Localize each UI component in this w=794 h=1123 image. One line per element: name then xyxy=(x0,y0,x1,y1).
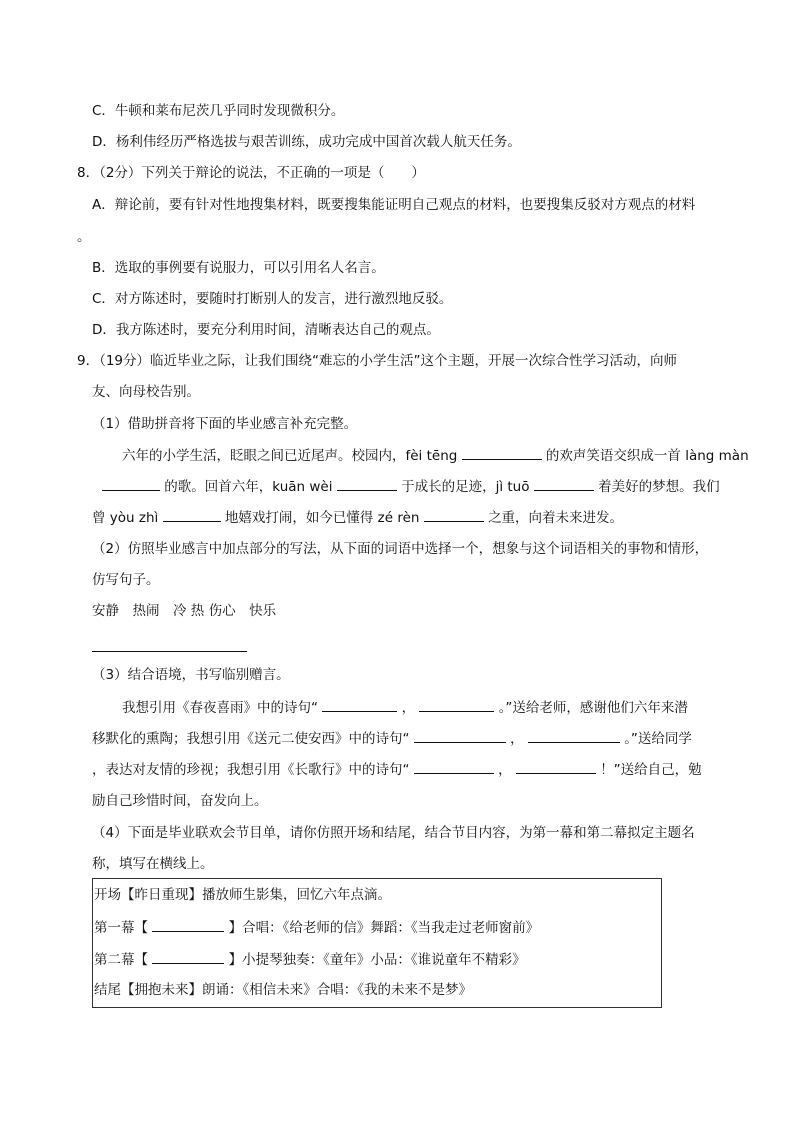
q8-option-c: C．对方陈述时，要随时打断别人的发言，进行激烈地反驳。 xyxy=(92,291,453,307)
answer-blank[interactable] xyxy=(337,477,397,491)
q9-part4-title-cont: 称，填写在横线上。 xyxy=(92,856,214,872)
text-segment: 于成长的足迹，jì tuō xyxy=(401,479,530,495)
program-act-two xyxy=(94,950,526,969)
q9-part1-title: （1）借助拼音将下面的毕业感言补充完整。 xyxy=(92,416,358,432)
q9-stem: 9．（19分）临近毕业之际，让我们围绕“难忘的小学生活”这个主题，开展一次综合性学习活动，向师 xyxy=(77,353,678,369)
text-segment: 六年的小学生活，眨眼之间已近尾声。校园内，fèi tēng xyxy=(122,448,458,464)
q9-part2-answer-line[interactable] xyxy=(92,651,247,652)
text-segment: 第二幕【 xyxy=(94,952,148,968)
q9-part3-line4: 励自己珍惜时间，奋发向上。 xyxy=(92,793,268,809)
answer-blank[interactable] xyxy=(534,477,594,491)
answer-blank[interactable] xyxy=(152,918,224,932)
q9-part4-title: （4）下面是毕业联欢会节目单，请你仿照开场和结尾，结合节目内容，为第一幕和第二幕拟定主题名 xyxy=(92,825,695,841)
q9-part3-line2 xyxy=(92,729,692,748)
answer-blank[interactable] xyxy=(414,729,506,743)
text-segment: 的欢声笑语交织成一首 làng màn xyxy=(545,448,749,464)
program-ending: 结尾【拥抱未来】朗诵：《相信未来》合唱：《我的未来不是梦》 xyxy=(94,982,472,998)
q9-part1-line3 xyxy=(92,508,623,527)
text-segment: 着美好的梦想。我们 xyxy=(598,479,720,495)
q9-part3-line3 xyxy=(92,760,702,779)
text-segment: 之重，向着未来进发。 xyxy=(488,510,624,526)
q7-option-c: C．牛顿和莱布尼茨几乎同时发现微积分。 xyxy=(92,103,345,119)
q9-part1-line1 xyxy=(122,446,749,465)
text-segment: 地嬉戏打闹，如今已懂得 zé rèn xyxy=(224,510,420,526)
text-segment: 】小提琴独奏：《童年》小品：《谁说童年不精彩》 xyxy=(228,952,526,968)
q9-part2-word-choices: 安静 热闹 冷 热 伤心 快乐 xyxy=(92,603,277,619)
q8-option-b: B．选取的事例要有说服力，可以引用名人名言。 xyxy=(92,260,385,276)
text-segment: ， xyxy=(401,700,416,716)
text-segment: 】合唱：《给老师的信》舞蹈：《当我走过老师窗前》 xyxy=(228,920,540,936)
program-opening: 开场【昨日重现】播放师生影集，回忆六年点滴。 xyxy=(94,887,391,903)
answer-blank[interactable] xyxy=(516,760,596,774)
q9-part3-line1 xyxy=(122,698,688,717)
answer-blank[interactable] xyxy=(163,508,221,522)
program-act-one xyxy=(94,918,539,937)
answer-blank[interactable] xyxy=(419,698,494,712)
q9-part1-line2 xyxy=(102,477,720,496)
q8-option-a-cont: 。 xyxy=(77,229,91,245)
text-segment: 的歌。回首六年，kuān wèi xyxy=(164,479,333,495)
text-segment: ，表达对友情的珍视；我想引用《长歌行》中的诗句“ xyxy=(92,762,410,778)
answer-blank[interactable] xyxy=(102,477,160,491)
q9-part2-title: （2）仿照毕业感言中加点部分的写法，从下面的词语中选择一个，想象与这个词语相关的事物和情形， xyxy=(92,541,709,557)
q8-stem: 8．（2分）下列关于辩论的说法，不正确的一项是（ ） xyxy=(77,165,425,181)
text-segment: 。”送给同学 xyxy=(624,731,692,747)
text-segment: ！”送给自己，勉 xyxy=(600,762,702,778)
text-segment: 曾 yòu zhì xyxy=(92,510,159,526)
q9-part3-title: （3）结合语境，书写临别赠言。 xyxy=(92,667,290,683)
q9-stem-cont: 友、向母校告别。 xyxy=(92,384,200,400)
q8-option-d: D．我方陈述时，要充分利用时间，清晰表达自己的观点。 xyxy=(92,322,440,338)
answer-blank[interactable] xyxy=(462,446,542,460)
text-segment: ， xyxy=(510,731,524,747)
text-segment: 我想引用《春夜喜雨》中的诗句“ xyxy=(122,700,318,716)
q8-option-a: A．辩论前，要有针对性地搜集材料，既要搜集能证明自己观点的材料，也要搜集反驳对方观点的材料 xyxy=(92,197,696,213)
q7-option-d: D．杨利伟经历严格选拔与艰苦训练，成功完成中国首次载人航天任务。 xyxy=(92,134,521,150)
text-segment: 移默化的熏陶；我想引用《送元二使安西》中的诗句“ xyxy=(92,731,410,747)
text-segment: 第一幕【 xyxy=(94,920,148,936)
text-segment: ， xyxy=(498,762,512,778)
answer-blank[interactable] xyxy=(152,950,224,964)
answer-blank[interactable] xyxy=(414,760,494,774)
answer-blank[interactable] xyxy=(424,508,484,522)
q9-part2-title-cont: 仿写句子。 xyxy=(92,572,160,588)
answer-blank[interactable] xyxy=(322,698,397,712)
text-segment: 。”送给老师，感谢他们六年来潜 xyxy=(498,700,688,716)
answer-blank[interactable] xyxy=(528,729,620,743)
